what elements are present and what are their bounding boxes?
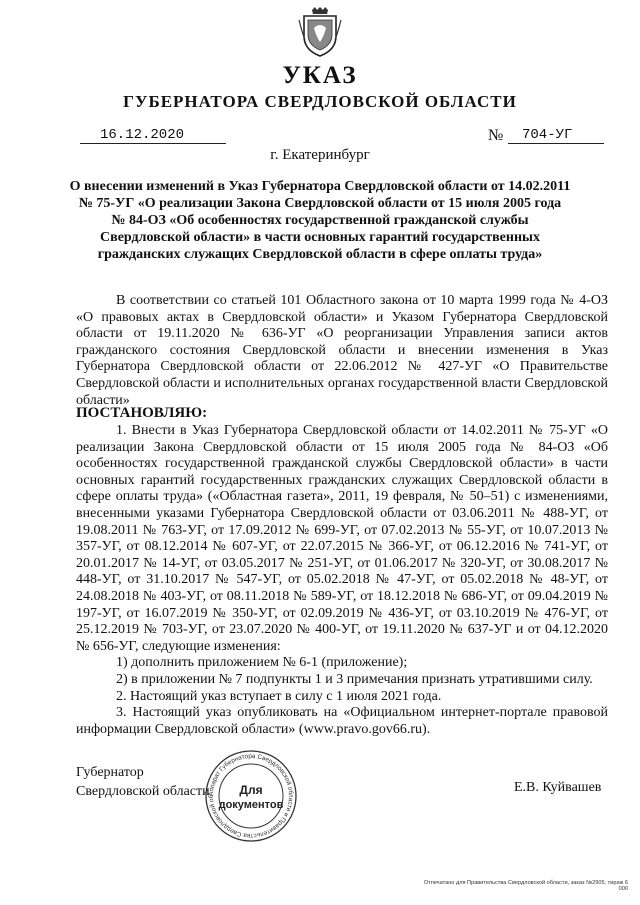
signatory-position <box>76 763 210 801</box>
number-underline <box>508 143 604 144</box>
heading-line: О внесении изменений в Указ Губернатора Свердловской области от 14.02.2011 <box>69 179 571 194</box>
document-heading <box>60 178 580 263</box>
document-city: г. Екатеринбург <box>270 147 370 163</box>
subitem-1: 1) дополнить приложением № 6-1 (приложение); <box>116 655 408 671</box>
preamble-text: В соответствии со статьей 101 Областного закона от 10 марта 1999 года № 4-ОЗ «О правовых актах в Свердловской области» и Указом Губернатора Свердловской области от 19.11.2020 № 636-УГ «О реорганизации Управления записи актов гражданского состояния Свердловской области и внесении изменения в Указ Губернатора Свердловской области от 22.06.2012 № 427-УГ «О Правительстве Свердловской области и исполнительных органах государственной власти Свердловской области» <box>76 293 608 408</box>
position-line: Свердловской области <box>76 784 210 799</box>
heading-line: гражданских служащих Свердловской области в сфере оплаты труда» <box>97 247 543 262</box>
position-line: Губернатор <box>76 765 144 780</box>
heading-line: № 84-ОЗ «Об особенностях государственной гражданской службы <box>111 213 529 228</box>
date-underline <box>80 143 226 144</box>
document-title: УКАЗ <box>282 62 358 89</box>
stamp-text-line2: документов <box>218 799 284 811</box>
document-date: 16.12.2020 <box>100 127 185 143</box>
item-2: 2. Настоящий указ вступает в силу с 1 июля 2021 года. <box>116 688 442 704</box>
stamp-ring-text: Аппарат Губернатора Свердловской области и Правительства Свердловской об <box>207 752 295 840</box>
decree-items <box>76 423 608 738</box>
preamble <box>76 293 608 409</box>
subitem-2: 2) в приложении № 7 подпункты 1 и 3 примечания признать утратившими силу. <box>116 671 593 687</box>
official-stamp <box>203 748 299 844</box>
signatory-name: Е.В. Куйвашев <box>514 780 602 795</box>
heading-line: Свердловской области» в части основных гарантий государственных <box>100 230 540 245</box>
number-sign: № <box>488 127 504 144</box>
heading-line: № 75-УГ «О реализации Закона Свердловской области от 15 июля 2005 года <box>78 196 562 211</box>
stamp-text-line1: Для <box>239 783 263 797</box>
item-3: 3. Настоящий указ опубликовать на «Официальном интернет-портале правовой информации Свердловской области» (www.pravo.gov66.ru). <box>76 705 608 737</box>
coat-of-arms-emblem <box>298 6 342 58</box>
resolve-word: ПОСТАНОВЛЯЮ: <box>76 405 208 421</box>
print-footer: Отпечатано для Правительства Свердловской области, заказ №2905, тираж 6 000 <box>423 880 628 892</box>
document-number: 704-УГ <box>522 127 573 143</box>
document-subtitle: ГУБЕРНАТОРА СВЕРДЛОВСКОЙ ОБЛАСТИ <box>123 92 517 111</box>
item-1: 1. Внести в Указ Губернатора Свердловской области от 14.02.2011 № 75-УГ «О реализации Закона Свердловской области от 15 июля 2005 года № 84-ОЗ «Об особенностях государственной гражданской службы Свердловской области» в части основных гарантий государственных гражданских служащих Свердловской области в сфере оплаты труда» («Областная газета», 2011, 19 февраля, № 50–51) с изменениями, внесенными указами Губернатора Свердловской области от 03.06.2011 № 488-УГ, от 19.08.2011 № 763-УГ, от 17.09.2012 № 699-УГ, от 07.02.2013 № 55-УГ, от 10.07.2013 № 357-УГ, от 08.12.2014 № 607-УГ, от 22.07.2015 № 366-УГ, от 06.12.2016 № 741-УГ, от 20.01.2017 № 14-УГ, от 03.05.2017 № 251-УГ, от 01.06.2017 № 320-УГ, от 30.08.2017 № 448-УГ, от 31.10.2017 № 547-УГ, от 05.02.2018 № 47-УГ, от 05.02.2018 № 48-УГ, от 24.08.2018 № 403-УГ, от 08.11.2018 № 589-УГ, от 18.12.2018 № 686-УГ, от 09.04.2019 № 197-УГ, от 16.07.2019 № 350-УГ, от 02.09.2019 № 436-УГ, от 03.10.2019 № 476-УГ, от 25.12.2019 № 703-УГ, от 23.07.2020 № 400-УГ, от 19.11.2020 № 637-УГ и от 04.12.2020 № 656-УГ, следующие изменения: <box>76 423 608 654</box>
